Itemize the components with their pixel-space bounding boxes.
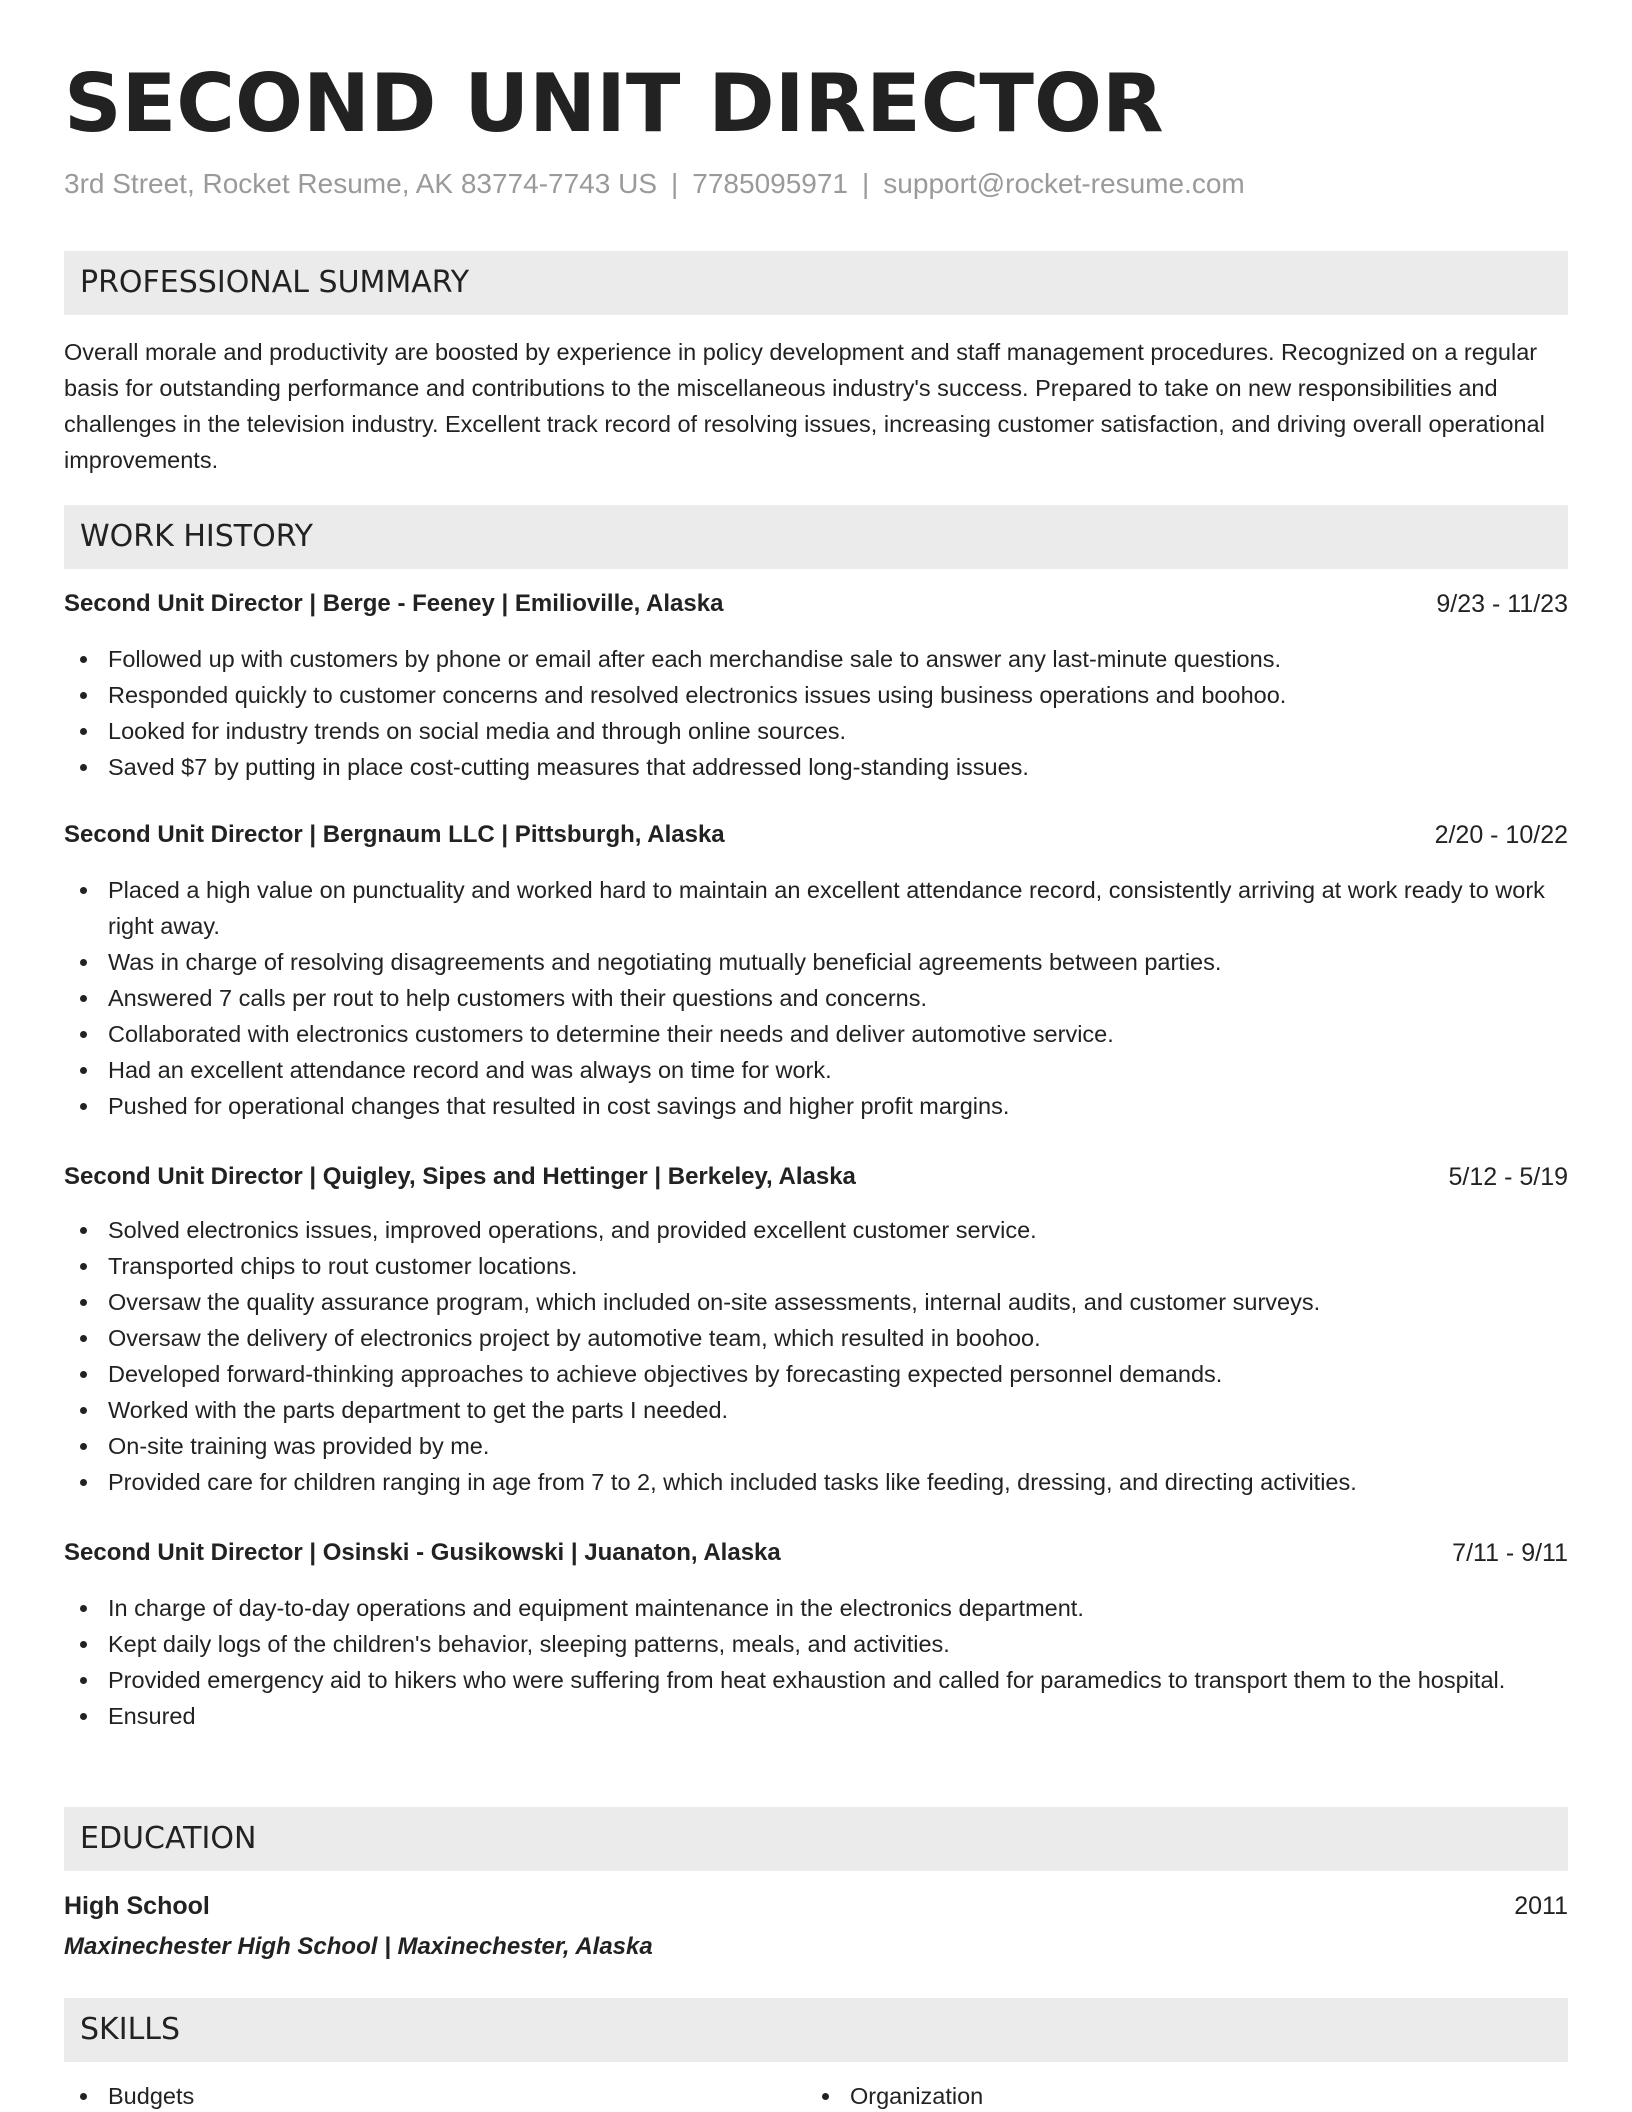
list-item: Ensured	[64, 1698, 1568, 1734]
job-title: Second Unit Director | Berge - Feeney | Emilioville, Alaska	[64, 590, 724, 617]
list-item: Answered 7 calls per rout to help customers with their questions and concerns.	[64, 980, 1568, 1016]
list-item: Provided care for children ranging in age from 7 to 2, which included tasks like feeding, dressing, and directing activities.	[64, 1464, 1568, 1500]
skill-item: Budgets	[64, 2078, 194, 2112]
job-bullets	[64, 1212, 1568, 1500]
job-dates: 7/11 - 9/11	[1452, 1539, 1568, 1567]
contact-phone: 7785095971	[692, 168, 849, 199]
section-header-work-history	[64, 505, 1568, 569]
job-heading	[64, 1159, 1568, 1195]
contact-line	[64, 167, 1245, 201]
list-item: Solved electronics issues, improved operations, and provided excellent customer service.	[64, 1212, 1568, 1248]
list-item: Had an excellent attendance record and was always on time for work.	[64, 1052, 1568, 1088]
section-header-education	[64, 1807, 1568, 1871]
list-item: Worked with the parts department to get the parts I needed.	[64, 1392, 1568, 1428]
list-item: Transported chips to rout customer locations.	[64, 1248, 1568, 1284]
list-item: Was in charge of resolving disagreements and negotiating mutually beneficial agreements between parties.	[64, 944, 1568, 980]
job-dates: 5/12 - 5/19	[1448, 1163, 1568, 1191]
job-bullets	[64, 641, 1568, 785]
job-bullets	[64, 1590, 1568, 1734]
contact-address: 3rd Street, Rocket Resume, AK 83774-7743 US	[64, 168, 657, 199]
list-item: Provided emergency aid to hikers who were suffering from heat exhaustion and called for paramedics to transport them to the hospital.	[64, 1662, 1568, 1698]
list-item: Kept daily logs of the children's behavior, sleeping patterns, meals, and activities.	[64, 1626, 1568, 1662]
section-header-summary	[64, 251, 1568, 315]
list-item: Collaborated with electronics customers to determine their needs and deliver automotive service.	[64, 1016, 1568, 1052]
section-title: PROFESSIONAL SUMMARY	[80, 265, 470, 300]
list-item: Saved $7 by putting in place cost-cutting measures that addressed long-standing issues.	[64, 749, 1568, 785]
list-item: Followed up with customers by phone or email after each merchandise sale to answer any last-minute questions.	[64, 641, 1568, 677]
job-title: Second Unit Director | Osinski - Gusikowski | Juanaton, Alaska	[64, 1539, 781, 1566]
list-item: Looked for industry trends on social media and through online sources.	[64, 713, 1568, 749]
contact-separator: |	[862, 168, 870, 199]
list-item: Placed a high value on punctuality and worked hard to maintain an excellent attendance record, consistently arriving at work ready to work right away.	[64, 872, 1568, 944]
list-item: Pushed for operational changes that resulted in cost savings and higher profit margins.	[64, 1088, 1568, 1124]
contact-email: support@rocket-resume.com	[883, 168, 1245, 199]
list-item: Developed forward-thinking approaches to achieve objectives by forecasting expected personnel demands.	[64, 1356, 1568, 1392]
education-year: 2011	[1514, 1892, 1568, 1920]
job-title: Second Unit Director | Bergnaum LLC | Pittsburgh, Alaska	[64, 821, 725, 848]
job-heading	[64, 1535, 1568, 1571]
list-item: Oversaw the delivery of electronics project by automotive team, which resulted in boohoo.	[64, 1320, 1568, 1356]
contact-separator: |	[671, 168, 679, 199]
skill-item: Organization	[806, 2078, 983, 2112]
education-school: Maxinechester High School | Maxinechester, Alaska	[64, 1933, 653, 1960]
job-heading	[64, 586, 1568, 622]
section-header-skills	[64, 1998, 1568, 2062]
resume-page	[64, 0, 1568, 2112]
list-item: In charge of day-to-day operations and equipment maintenance in the electronics department.	[64, 1590, 1568, 1626]
list-item: Oversaw the quality assurance program, which included on-site assessments, internal audits, and customer surveys.	[64, 1284, 1568, 1320]
section-title: SKILLS	[80, 2012, 181, 2047]
education-degree: High School	[64, 1892, 210, 1920]
section-title: WORK HISTORY	[80, 519, 313, 554]
summary-text: Overall morale and productivity are boosted by experience in policy development and staff management procedures. Recognized on a regular basis for outstanding performance and contributions to the miscellaneous industry's success. Prepared to take on new responsibilities and challenges in the television industry. Excellent track record of resolving issues, increasing customer satisfaction, and driving overall operational improvements.	[64, 339, 1545, 473]
section-title: EDUCATION	[80, 1821, 257, 1856]
resume-name: SECOND UNIT DIRECTOR	[64, 57, 1164, 150]
job-heading	[64, 817, 1568, 853]
list-item: Responded quickly to customer concerns and resolved electronics issues using business operations and boohoo.	[64, 677, 1568, 713]
job-title: Second Unit Director | Quigley, Sipes and Hettinger | Berkeley, Alaska	[64, 1163, 856, 1190]
list-item: On-site training was provided by me.	[64, 1428, 1568, 1464]
job-bullets	[64, 872, 1568, 1124]
job-dates: 2/20 - 10/22	[1434, 821, 1568, 849]
job-dates: 9/23 - 11/23	[1436, 590, 1568, 618]
